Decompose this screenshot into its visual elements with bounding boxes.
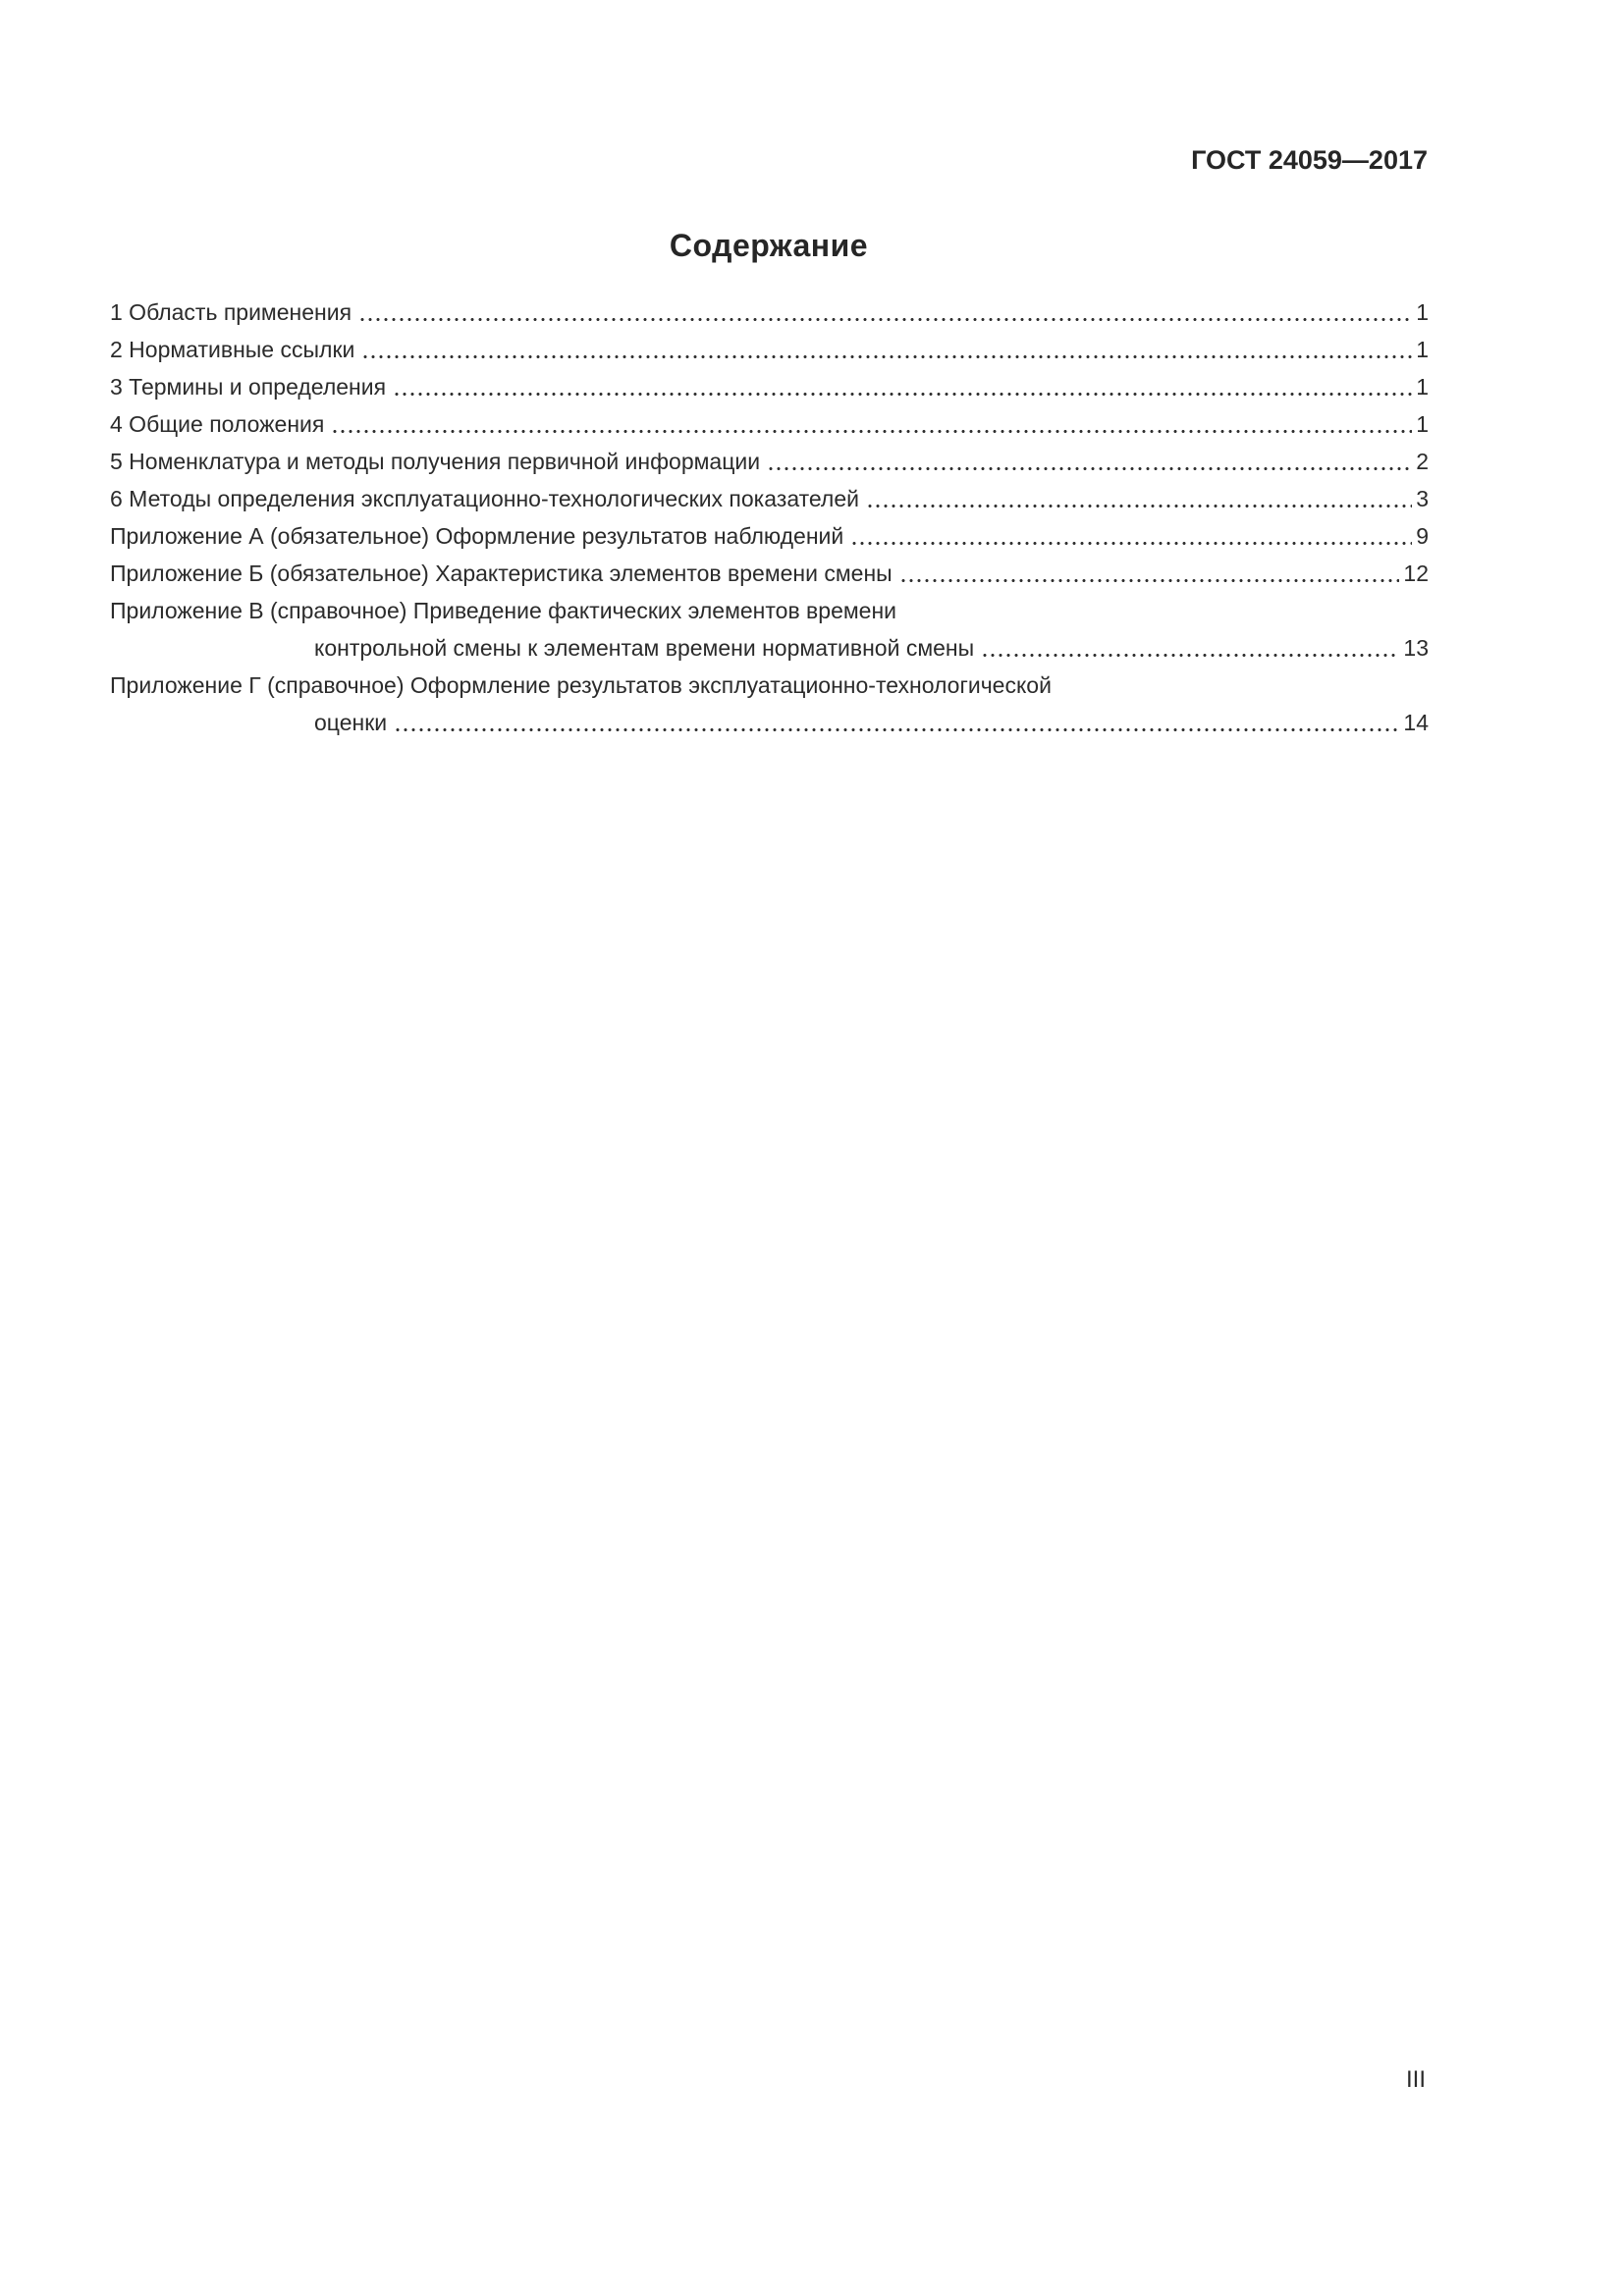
toc-row bbox=[110, 629, 1429, 667]
table-of-contents bbox=[110, 294, 1429, 741]
toc-page-number: 1 bbox=[1416, 337, 1429, 362]
toc-row bbox=[110, 294, 1429, 331]
toc-page-number: 13 bbox=[1403, 635, 1429, 661]
toc-dot-leader bbox=[899, 555, 1400, 592]
toc-dot-leader bbox=[393, 368, 1412, 405]
toc-page-number: 9 bbox=[1416, 523, 1429, 549]
toc-row bbox=[110, 443, 1429, 480]
toc-entry-label: 6 Методы определения эксплуатационно-технологических показателей bbox=[110, 486, 859, 511]
toc-row bbox=[110, 517, 1429, 555]
toc-row bbox=[110, 704, 1429, 741]
toc-dot-leader bbox=[331, 405, 1412, 443]
toc-row bbox=[110, 480, 1429, 517]
page-title: Содержание bbox=[669, 228, 869, 263]
toc-entry-label: Приложение А (обязательное) Оформление результатов наблюдений bbox=[110, 523, 844, 549]
toc-dot-leader bbox=[767, 443, 1412, 480]
toc-page-number: 14 bbox=[1403, 710, 1429, 735]
toc-dot-leader bbox=[361, 331, 1412, 368]
toc-page-number: 2 bbox=[1416, 449, 1429, 474]
toc-row bbox=[110, 667, 1429, 704]
toc-page-number: 1 bbox=[1416, 299, 1429, 325]
toc-page-number: 1 bbox=[1416, 374, 1429, 400]
toc-entry-label: 4 Общие положения bbox=[110, 411, 325, 437]
toc-dot-leader bbox=[358, 294, 1412, 331]
toc-dot-leader bbox=[850, 517, 1412, 555]
toc-entry-label: оценки bbox=[314, 710, 388, 735]
toc-row bbox=[110, 555, 1429, 592]
toc-page-number: 12 bbox=[1403, 561, 1429, 586]
toc-row bbox=[110, 405, 1429, 443]
toc-entry-label: 2 Нормативные ссылки bbox=[110, 337, 355, 362]
toc-entry-label: Приложение Г (справочное) Оформление результатов эксплуатационно-технологической bbox=[110, 672, 1052, 698]
toc-page-number: 1 bbox=[1416, 411, 1429, 437]
toc-entry-label: контрольной смены к элементам времени нормативной смены bbox=[314, 635, 975, 661]
toc-dot-leader bbox=[866, 480, 1412, 517]
toc-row bbox=[110, 592, 1429, 629]
toc-row bbox=[110, 368, 1429, 405]
toc-entry-label: Приложение Б (обязательное) Характеристика элементов времени смены bbox=[110, 561, 893, 586]
toc-page-number: 3 bbox=[1416, 486, 1429, 511]
toc-entry-label: 5 Номенклатура и методы получения первичной информации bbox=[110, 449, 761, 474]
footer-page-number: III bbox=[1405, 2066, 1426, 2093]
document-code-header: ГОСТ 24059—2017 bbox=[1191, 145, 1428, 175]
toc-entry-label: Приложение В (справочное) Приведение фактических элементов времени bbox=[110, 598, 897, 623]
toc-dot-leader bbox=[394, 704, 1399, 741]
toc-entry-label: 3 Термины и определения bbox=[110, 374, 387, 400]
toc-entry-label: 1 Область применения bbox=[110, 299, 352, 325]
toc-dot-leader bbox=[981, 629, 1399, 667]
toc-row bbox=[110, 331, 1429, 368]
